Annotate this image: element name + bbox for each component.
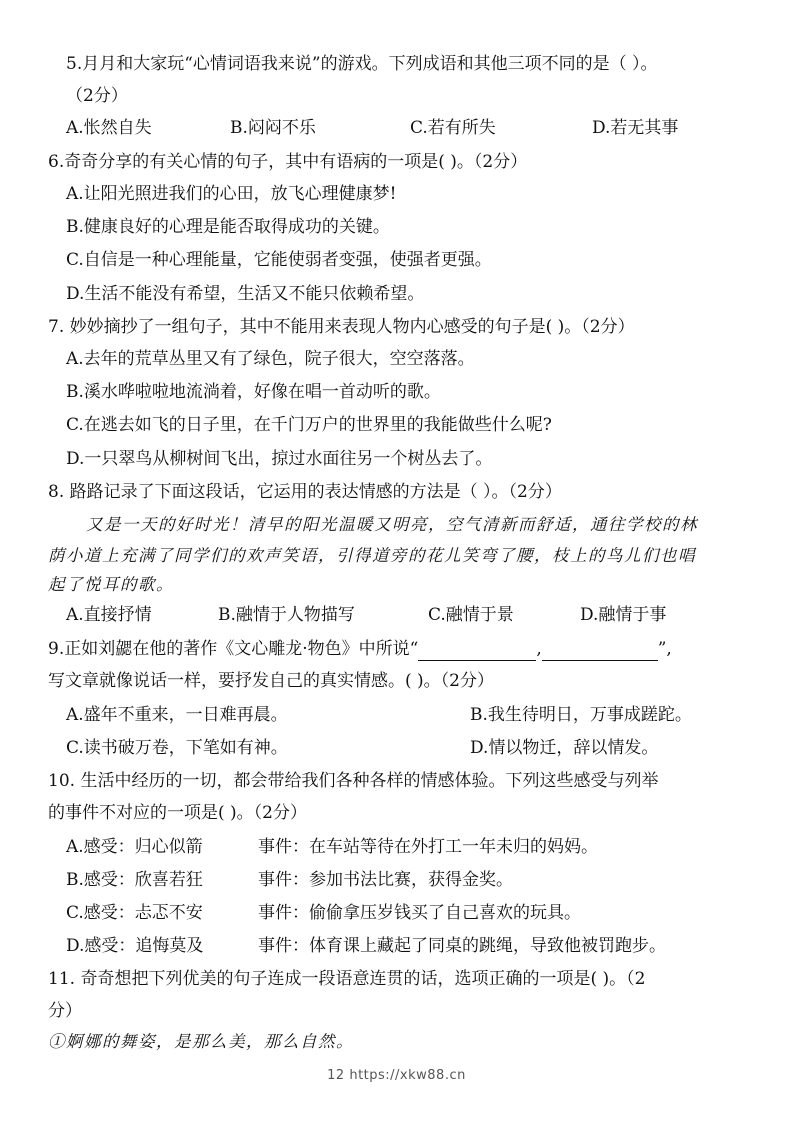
q6-option-c: C.自信是一种心理能量，它能使弱者变强，使强者更强。 <box>66 250 492 270</box>
q11-stem-line-2: 分） <box>48 1001 82 1021</box>
q6-stem: 6.奇奇分享的有关心情的句子，其中有语病的一项是( )。（2分） <box>48 152 528 172</box>
q10-stem-line-1: 10. 生活中经历的一切，都会带给我们各种各样的情感体验。下列这些感受与列举 <box>48 771 659 791</box>
q8-passage-line-3: 起了悦耳的歌。 <box>48 575 174 594</box>
q9-option-c: C.读书破万卷，下笔如有神。 <box>66 738 288 758</box>
q9-option-a: A.盛年不重来，一日难再晨。 <box>66 705 288 725</box>
q7-option-b: B.溪水哗啦啦地流淌着，好像在唱一首动听的歌。 <box>66 382 441 402</box>
q10-option-a-event: 事件：在车站等待在外打工一年未归的妈妈。 <box>258 837 598 857</box>
q8-option-d: D.融情于事 <box>580 605 667 625</box>
q10-option-b-event: 事件：参加书法比赛，获得金奖。 <box>258 870 513 890</box>
q5-option-d: D.若无其事 <box>592 118 679 138</box>
q6-option-d: D.生活不能没有希望，生活又不能只依赖希望。 <box>66 284 425 304</box>
q5-score: （2分） <box>66 86 128 106</box>
q8-passage-line-2: 荫小道上充满了同学们的欢声笑语，引得道旁的花儿笑弯了腰，枝上的鸟儿们也唱 <box>48 546 696 565</box>
q9-stem-line-1 <box>48 637 672 661</box>
q10-option-b-feeling: B.感受：欣喜若狂 <box>66 870 203 890</box>
q8-option-a: A.直接抒情 <box>66 605 152 625</box>
q9-option-b: B.我生待明日，万事成蹉跎。 <box>470 705 692 725</box>
q8-option-b: B.融情于人物描写 <box>218 605 355 625</box>
q10-option-c-event: 事件：偷偷拿压岁钱买了自己喜欢的玩具。 <box>258 903 581 923</box>
q9-option-d: D.情以物迁，辞以情发。 <box>470 738 659 758</box>
q6-option-a: A.让阳光照进我们的心田，放飞心理健康梦! <box>66 184 397 204</box>
q10-option-a-feeling: A.感受：归心似箭 <box>66 837 203 857</box>
page-footer: 12 https://xkw88.cn <box>327 1068 466 1083</box>
q6-option-b: B.健康良好的心理是能否取得成功的关键。 <box>66 217 390 237</box>
q9-blank-1[interactable] <box>418 642 536 661</box>
q8-stem: 8. 路路记录了下面这段话，它运用的表达情感的方法是（ ）。（2分） <box>48 482 562 502</box>
q8-option-c: C.融情于景 <box>428 605 514 625</box>
q9-blank-2[interactable] <box>542 642 658 661</box>
q9-stem-pre: 9.正如刘勰在他的著作《文心雕龙·物色》中所说“ <box>48 639 419 659</box>
q7-option-a: A.去年的荒草丛里又有了绿色，院子很大，空空落落。 <box>66 349 475 369</box>
q7-stem: 7. 妙妙摘抄了一组句子，其中不能用来表现人物内心感受的句子是( )。（2分） <box>48 317 635 337</box>
q9-stem-line-2: 写文章就像说话一样，要抒发自己的真实情感。( )。（2分） <box>48 671 494 691</box>
q7-option-d: D.一只翠鸟从柳树间飞出，掠过水面往另一个树丛去了。 <box>66 449 493 469</box>
q9-comma: , <box>536 639 542 659</box>
q8-passage-line-1: 又是一天的好时光！清早的阳光温暖又明亮，空气清新而舒适，通往学校的林 <box>86 515 698 534</box>
q10-option-c-feeling: C.感受：忐忑不安 <box>66 903 203 923</box>
q5-stem: 5.月月和大家玩“心情词语我来说”的游戏。下列成语和其他三项不同的是（ ）。 <box>66 54 658 74</box>
q11-stem-line-1: 11. 奇奇想把下列优美的句子连成一段语意连贯的话，选项正确的一项是( )。（2 <box>48 969 646 989</box>
q5-option-c: C.若有所失 <box>410 118 496 138</box>
q5-option-b: B.闷闷不乐 <box>230 118 316 138</box>
q10-stem-line-2: 的事件不对应的一项是( )。（2分） <box>48 803 307 823</box>
q7-option-c: C.在逃去如飞的日子里，在千门万户的世界里的我能做些什么呢? <box>66 415 552 435</box>
q10-option-d-feeling: D.感受：追悔莫及 <box>66 936 204 956</box>
q5-option-a: A.怅然自失 <box>66 118 152 138</box>
q9-stem-post: ”, <box>657 639 672 659</box>
q11-sentence-1: ①婀娜的舞姿，是那么美，那么自然。 <box>48 1032 354 1051</box>
q10-option-d-event: 事件：体育课上藏起了同桌的跳绳，导致他被罚跑步。 <box>258 936 666 956</box>
